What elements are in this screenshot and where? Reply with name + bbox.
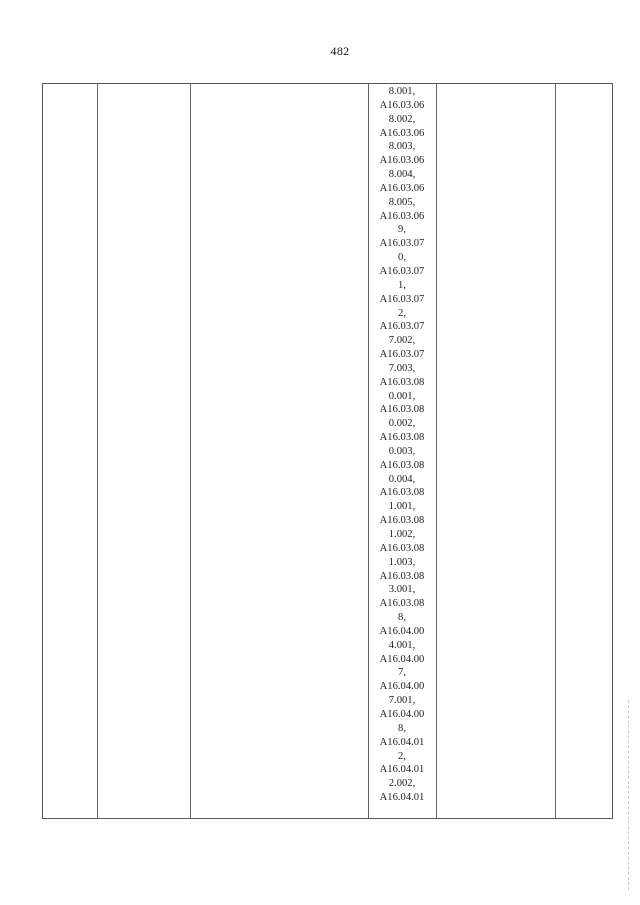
column-divider: [555, 84, 556, 818]
column-divider: [97, 84, 98, 818]
code-line: 3.001,: [388, 584, 416, 596]
code-line: 8,: [398, 612, 406, 624]
code-line: A16.03.06: [379, 155, 425, 167]
column-divider: [190, 84, 191, 818]
code-line: A16.03.07: [379, 321, 425, 333]
code-line: A16.03.06: [379, 127, 425, 139]
code-line: A16.03.06: [379, 99, 425, 111]
code-line: 1.003,: [388, 556, 416, 568]
margin-scan-marks: [628, 700, 631, 890]
code-line: A16.03.08: [379, 459, 425, 471]
code-line: 7,: [398, 667, 406, 679]
code-line: A16.04.00: [379, 681, 425, 693]
code-line: 0.004,: [388, 473, 416, 485]
code-line: A16.04.01: [379, 792, 425, 804]
code-line: 2,: [398, 307, 406, 319]
code-line: 1,: [398, 279, 406, 291]
page-number: 482: [330, 44, 350, 58]
code-line: 7.002,: [388, 335, 416, 347]
code-line: 0.002,: [388, 418, 416, 430]
code-line: A16.03.07: [379, 349, 425, 361]
code-line: A16.03.08: [379, 376, 425, 388]
code-line: A16.04.00: [379, 708, 425, 720]
code-line: A16.03.08: [379, 542, 425, 554]
code-line: 0.001,: [388, 390, 416, 402]
code-line: 1.002,: [388, 529, 416, 540]
code-line: 9,: [398, 224, 406, 236]
code-line: A16.03.08: [379, 404, 425, 416]
code-line: 2.002,: [388, 778, 416, 790]
code-line: A16.03.08: [379, 487, 425, 499]
code-line: 7.001,: [388, 695, 416, 707]
code-line: A16.03.07: [379, 265, 425, 277]
code-line: 8.001,: [388, 86, 416, 97]
code-line: 8.003,: [388, 141, 416, 153]
code-line: A16.03.06: [379, 210, 425, 222]
code-line: 8.005,: [388, 196, 416, 208]
code-line: A16.03.08: [379, 515, 425, 527]
code-line: 4.001,: [388, 639, 416, 651]
code-line: A16.03.08: [379, 598, 425, 610]
code-line: A16.03.06: [379, 182, 425, 194]
code-line: A16.03.08: [379, 432, 425, 444]
code-line: 8.002,: [388, 113, 416, 125]
code-line: 8.004,: [388, 169, 416, 181]
code-line: A16.04.00: [379, 625, 425, 637]
code-line: 2,: [398, 750, 406, 762]
column-divider: [436, 84, 437, 818]
code-line: 0.003,: [388, 445, 416, 457]
code-line: A16.03.08: [379, 570, 425, 582]
code-line: 0,: [398, 252, 406, 264]
code-line: A16.03.07: [379, 238, 425, 250]
code-line: A16.04.00: [379, 653, 425, 665]
service-codes-cell: [368, 85, 436, 805]
data-table: [42, 83, 613, 819]
code-line: 8,: [398, 722, 406, 734]
code-line: 7.003,: [388, 362, 416, 374]
code-line: A16.04.01: [379, 764, 425, 776]
code-line: A16.03.07: [379, 293, 425, 305]
code-line: A16.04.01: [379, 736, 425, 748]
code-line: 1.001,: [388, 501, 416, 513]
